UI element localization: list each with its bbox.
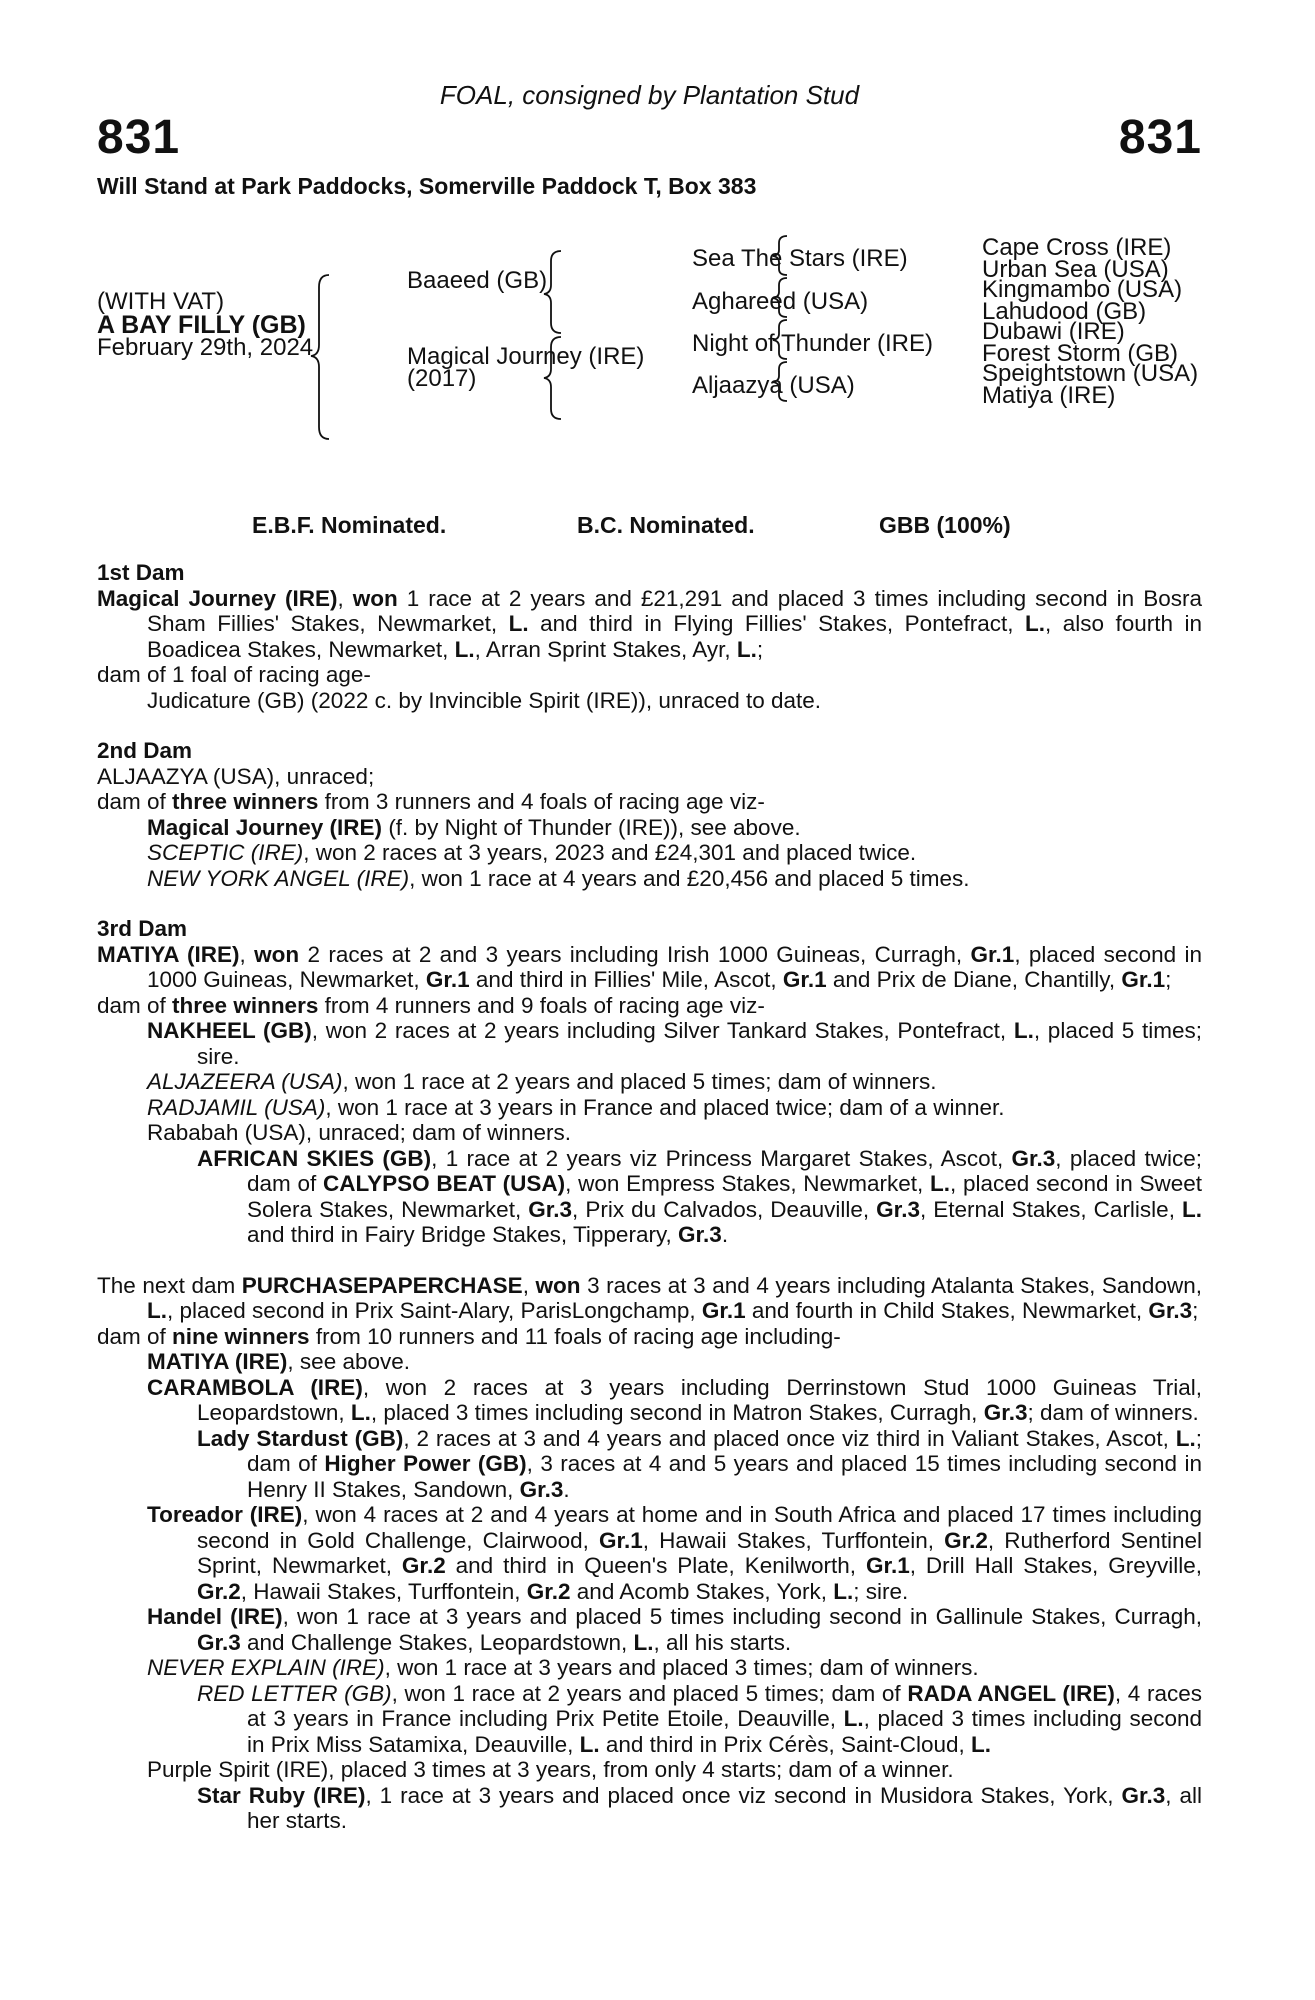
pedigree-paragraph xyxy=(97,840,1202,866)
pedigree-paragraph xyxy=(97,764,1202,790)
text-run: from 10 runners and 11 foals of racing age including- xyxy=(309,1323,841,1349)
text-run: , won 1 race at 3 years and placed 3 times; dam of winners. xyxy=(384,1655,979,1680)
text-run: and third in Queen's Plate, Kenilworth, xyxy=(445,1553,866,1578)
text-run: Gr.2 xyxy=(197,1578,241,1604)
vat-note: (WITH VAT) xyxy=(97,288,225,315)
pedigree-paragraph xyxy=(97,1146,1202,1248)
text-run: Higher Power (GB) xyxy=(324,1451,527,1476)
text-run: , Arran Sprint Stakes, Ayr, xyxy=(474,636,737,662)
text-run: , won Empress Stakes, Newmarket, xyxy=(565,1171,931,1196)
text-run: L. xyxy=(579,1731,600,1757)
text-run: nine winners xyxy=(172,1323,310,1349)
text-run: L. xyxy=(971,1731,992,1757)
text-run: L. xyxy=(1024,611,1045,636)
ped-sds: Kingmambo (USA) xyxy=(982,276,1183,303)
text-run: Gr.1 xyxy=(425,967,470,992)
gbb-rating: GBB (100%) xyxy=(879,512,1011,538)
section-heading: 3rd Dam xyxy=(97,916,188,941)
text-run: , placed twice; dam of xyxy=(247,1145,1202,1196)
text-run: , won 1 race at 2 years and placed 5 times; dam of xyxy=(391,1680,908,1706)
text-run: Star Ruby (IRE) xyxy=(197,1782,366,1808)
text-run: dam of xyxy=(97,992,173,1018)
dam-sire: Night of Thunder (IRE) xyxy=(692,330,933,357)
text-run: , won 2 races at 3 years including Derrinstown Stud 1000 Guineas Trial, Leopardstown, xyxy=(197,1374,1202,1425)
text-run: 2 races at 2 and 3 years including Irish 1000 Guineas, Curragh, xyxy=(299,941,971,967)
text-run: , won 1 race at 3 years in France and placed twice; dam of a winner. xyxy=(325,1094,1005,1120)
text-run: , see above. xyxy=(287,1349,411,1374)
pedigree-paragraph xyxy=(97,1324,1202,1350)
pedigree-paragraph xyxy=(97,1273,1202,1324)
text-run: Rababah (USA), unraced; dam of winners. xyxy=(147,1120,571,1145)
text-run: 1 race at 2 years and £21,291 and placed 3 times including second in Bosra Sham Fillies' Stakes, Newmarket, xyxy=(147,585,1202,636)
ped-dsd: Forest Storm (GB) xyxy=(982,340,1179,367)
text-run: Gr.3 xyxy=(1121,1782,1166,1808)
text-run: , placed 3 times including second in Matron Stakes, Curragh, xyxy=(370,1400,984,1425)
text-run: Gr.3 xyxy=(678,1222,722,1247)
text-run: . xyxy=(721,1222,729,1247)
sire-name: Baaeed (GB) xyxy=(407,267,548,294)
ped-dds: Speightstown (USA) xyxy=(982,360,1199,387)
lot-number-right: 831 xyxy=(1118,111,1202,164)
text-run: L. xyxy=(736,636,757,662)
text-run: Toreador (IRE) xyxy=(147,1502,303,1527)
text-run: , won 4 races at 2 and 4 years at home and in South Africa and placed 17 times including second in Gold Challenge, Clairwood, xyxy=(197,1502,1203,1553)
pedigree-paragraph xyxy=(97,1018,1202,1069)
text-run: CARAMBOLA (IRE) xyxy=(147,1374,363,1400)
text-run: and Challenge Stakes, Leopardstown, xyxy=(240,1629,634,1655)
text-run: and fourth in Child Stakes, Newmarket, xyxy=(745,1298,1149,1323)
text-run: Gr.3 xyxy=(1148,1298,1193,1323)
text-run: RED LETTER (GB) xyxy=(197,1680,392,1706)
text-run: L. xyxy=(1175,1425,1196,1451)
dam-year: (2017) xyxy=(407,365,477,392)
text-run: PURCHASEPAPERCHASE xyxy=(241,1272,523,1298)
text-run: , won 1 race at 2 years and placed 5 times; dam of winners. xyxy=(342,1069,937,1094)
ped-sdd: Lahudood (GB) xyxy=(982,298,1147,325)
dam-sections xyxy=(97,560,1202,1859)
text-run: L. xyxy=(633,1629,654,1655)
text-run: , won 2 races at 2 years including Silver Tankard Stakes, Pontefract, xyxy=(311,1018,1014,1043)
text-run: , placed 5 times; sire. xyxy=(197,1018,1202,1069)
text-run: ; xyxy=(1165,967,1172,992)
text-run: and third in Flying Fillies' Stakes, Pontefract, xyxy=(528,611,1025,636)
text-run: Gr.3 xyxy=(197,1629,241,1655)
text-run: AFRICAN SKIES (GB) xyxy=(197,1145,432,1171)
text-run: ; xyxy=(1192,1298,1199,1323)
text-run: dam of 1 foal of racing age- xyxy=(97,662,371,687)
text-run: Gr.2 xyxy=(526,1578,571,1604)
text-run: Handel (IRE) xyxy=(147,1604,283,1629)
dam-dam: Aljaazya (USA) xyxy=(692,372,855,399)
pedigree-paragraph xyxy=(97,789,1202,815)
text-run: SCEPTIC (IRE) xyxy=(147,840,304,865)
text-run: won xyxy=(535,1272,581,1298)
text-run: L. xyxy=(843,1706,864,1731)
text-run: won xyxy=(352,585,398,611)
text-run: , placed 3 times including second in Prix Miss Satamixa, Deauville, xyxy=(247,1706,1202,1757)
text-run: , Hawaii Stakes, Turffontein, xyxy=(240,1578,527,1604)
dam-section xyxy=(97,916,1202,1248)
lot-title: A BAY FILLY (GB) xyxy=(97,311,306,339)
text-run: , all his starts. xyxy=(653,1629,792,1655)
text-run: , Eternal Stakes, Carlisle, xyxy=(919,1196,1182,1222)
text-run: Gr.3 xyxy=(983,1400,1028,1425)
text-run: Gr.1 xyxy=(782,967,827,992)
consignor-line: FOAL, consigned by Plantation Stud xyxy=(439,80,860,110)
text-run: . xyxy=(563,1476,570,1502)
pedigree-paragraph xyxy=(97,1757,1202,1783)
text-run: , xyxy=(337,585,353,611)
bc-nominated: B.C. Nominated. xyxy=(577,512,755,538)
text-run: NAKHEEL (GB) xyxy=(147,1018,312,1043)
sire-sire: Sea The Stars (IRE) xyxy=(692,245,908,272)
text-run: 3 races at 3 and 4 years including Atalanta Stakes, Sandown, xyxy=(580,1272,1202,1298)
pedigree-paragraph xyxy=(97,1095,1202,1121)
text-run: , also fourth in Boadicea Stakes, Newmarket, xyxy=(147,611,1202,662)
pedigree-paragraph xyxy=(97,866,1202,892)
date-of-birth: February 29th, 2024 xyxy=(97,334,314,361)
text-run: and Acomb Stakes, York, xyxy=(570,1578,834,1604)
text-run: three winners xyxy=(172,789,319,814)
text-run: ; dam of xyxy=(247,1425,1202,1476)
text-run: and third in Fillies' Mile, Ascot, xyxy=(469,967,783,992)
pedigree-table xyxy=(97,205,1202,505)
dam-section xyxy=(97,1273,1202,1834)
section-heading: 2nd Dam xyxy=(97,738,193,763)
text-run: The next dam xyxy=(97,1272,242,1298)
pedigree-paragraph xyxy=(97,1783,1202,1834)
pedigree-paragraph xyxy=(97,993,1202,1019)
stand-location: Will Stand at Park Paddocks, Somerville Paddock T, Box 383 xyxy=(97,173,757,199)
text-run: and third in Fairy Bridge Stakes, Tipperary, xyxy=(247,1222,679,1247)
ebf-nominated: E.B.F. Nominated. xyxy=(252,512,447,538)
text-run: Gr.1 xyxy=(970,941,1015,967)
text-run: L. xyxy=(1013,1018,1034,1043)
text-run: , Hawaii Stakes, Turffontein, xyxy=(642,1527,945,1553)
pedigree-paragraph xyxy=(97,1604,1202,1655)
pedigree-paragraph xyxy=(97,942,1202,993)
text-run: L. xyxy=(1182,1196,1202,1222)
text-run: , 3 races at 4 and 5 years and placed 15 times including second in Henry II Stakes, Sandown, xyxy=(247,1451,1202,1502)
text-run: Gr.1 xyxy=(701,1298,746,1323)
text-run: L. xyxy=(350,1400,371,1425)
text-run: , placed second in 1000 Guineas, Newmarket, xyxy=(147,941,1202,992)
text-run: , all her starts. xyxy=(247,1782,1203,1833)
pedigree-paragraph xyxy=(97,688,1202,714)
pedigree-paragraph xyxy=(97,1426,1202,1503)
text-run: Judicature (GB) (2022 c. by Invincible Spirit (IRE)), unraced to date. xyxy=(147,687,822,713)
text-run: MATIYA (IRE) xyxy=(97,941,240,967)
text-run: , placed second in Prix Saint-Alary, ParisLongchamp, xyxy=(167,1298,702,1323)
text-run: Gr.3 xyxy=(519,1476,564,1502)
text-run: Gr.3 xyxy=(1011,1145,1056,1171)
text-run: , won 2 races at 3 years, 2023 and £24,301 and placed twice. xyxy=(303,840,917,865)
section-heading: 1st Dam xyxy=(97,560,185,585)
text-run: Purple Spirit (IRE), placed 3 times at 3 years, from only 4 starts; dam of a winner. xyxy=(147,1757,954,1782)
text-run: Gr.3 xyxy=(876,1196,920,1222)
text-run: NEW YORK ANGEL (IRE) xyxy=(147,865,410,891)
text-run: , 1 race at 3 years and placed once viz second in Musidora Stakes, York, xyxy=(365,1782,1122,1808)
text-run: L. xyxy=(833,1578,854,1604)
text-run: from 3 runners and 4 foals of racing age viz- xyxy=(318,789,765,814)
ped-ddd: Matiya (IRE) xyxy=(982,382,1116,409)
ped-dss: Dubawi (IRE) xyxy=(982,318,1125,345)
text-run: Lady Stardust (GB) xyxy=(197,1425,404,1451)
text-run: from 4 runners and 9 foals of racing age viz- xyxy=(318,992,765,1018)
text-run: Gr.3 xyxy=(528,1196,573,1222)
sire-dam: Aghareed (USA) xyxy=(692,288,869,315)
pedigree-paragraph xyxy=(97,586,1202,663)
text-run: RADJAMIL (USA) xyxy=(147,1094,326,1120)
text-run: Gr.2 xyxy=(944,1527,988,1553)
pedigree-paragraph xyxy=(97,1375,1202,1426)
dam-name: Magical Journey (IRE) xyxy=(407,343,645,370)
pedigree-paragraph xyxy=(97,1502,1202,1604)
text-run: (f. by Night of Thunder (IRE)), see above. xyxy=(382,814,801,840)
dam-section xyxy=(97,560,1202,713)
text-run: three winners xyxy=(172,992,319,1018)
text-run: , Drill Hall Stakes, Greyville, xyxy=(909,1553,1202,1578)
text-run: CALYPSO BEAT (USA) xyxy=(322,1171,566,1196)
lot-number-left: 831 xyxy=(97,111,181,164)
text-run: MATIYA (IRE) xyxy=(147,1349,288,1374)
text-run: Gr.1 xyxy=(598,1527,643,1553)
text-run: , xyxy=(522,1272,536,1298)
text-run: , 1 race at 2 years viz Princess Margaret Stakes, Ascot, xyxy=(431,1145,1012,1171)
text-run: ALJAZEERA (USA) xyxy=(147,1069,343,1094)
text-run: ; sire. xyxy=(853,1578,909,1604)
pedigree-paragraph xyxy=(97,815,1202,841)
text-run: , 4 races at 3 years in France including Prix Petite Etoile, Deauville, xyxy=(247,1680,1202,1731)
ped-ssd: Urban Sea (USA) xyxy=(982,256,1169,283)
text-run: Magical Journey (IRE) xyxy=(147,814,383,840)
pedigree-paragraph xyxy=(97,662,1202,688)
text-run: ALJAAZYA (USA), unraced; xyxy=(97,763,375,789)
pedigree-paragraph xyxy=(97,1655,1202,1681)
text-run: , Rutherford Sentinel Sprint, Newmarket, xyxy=(197,1527,1202,1578)
text-run: and third in Prix Cérès, Saint-Cloud, xyxy=(599,1731,972,1757)
pedigree-paragraph xyxy=(97,1120,1202,1146)
text-run: ; dam of winners. xyxy=(1027,1400,1199,1425)
text-run: dam of xyxy=(97,1323,173,1349)
text-run: NEVER EXPLAIN (IRE) xyxy=(147,1655,385,1680)
text-run: , won 1 race at 4 years and £20,456 and placed 5 times. xyxy=(409,865,970,891)
text-run: Magical Journey (IRE) xyxy=(97,585,338,611)
text-run: L. xyxy=(930,1171,951,1196)
text-run: won xyxy=(254,941,300,967)
text-run: , won 1 race at 3 years and placed 5 times including second in Gallinule Stakes, Curragh, xyxy=(282,1604,1202,1629)
pedigree-paragraph xyxy=(97,1681,1202,1758)
text-run: Gr.1 xyxy=(865,1553,910,1578)
text-run: , xyxy=(239,941,255,967)
dam-section xyxy=(97,738,1202,891)
text-run: , Prix du Calvados, Deauville, xyxy=(572,1196,877,1222)
text-run: and Prix de Diane, Chantilly, xyxy=(826,967,1122,992)
text-run: dam of xyxy=(97,789,173,814)
text-run: , 2 races at 3 and 4 years and placed once viz third in Valiant Stakes, Ascot, xyxy=(403,1425,1176,1451)
pedigree-paragraph xyxy=(97,1349,1202,1375)
text-run: L. xyxy=(147,1298,167,1323)
text-run: , placed second in Sweet Solera Stakes, Newmarket, xyxy=(247,1171,1202,1222)
text-run: L. xyxy=(508,611,529,636)
text-run: L. xyxy=(454,636,475,662)
pedigree-paragraph xyxy=(97,1069,1202,1095)
text-run: ; xyxy=(756,636,764,662)
text-run: Gr.1 xyxy=(1121,967,1166,992)
ped-sss: Cape Cross (IRE) xyxy=(982,234,1172,261)
text-run: Gr.2 xyxy=(401,1553,446,1578)
text-run: RADA ANGEL (IRE) xyxy=(907,1680,1115,1706)
